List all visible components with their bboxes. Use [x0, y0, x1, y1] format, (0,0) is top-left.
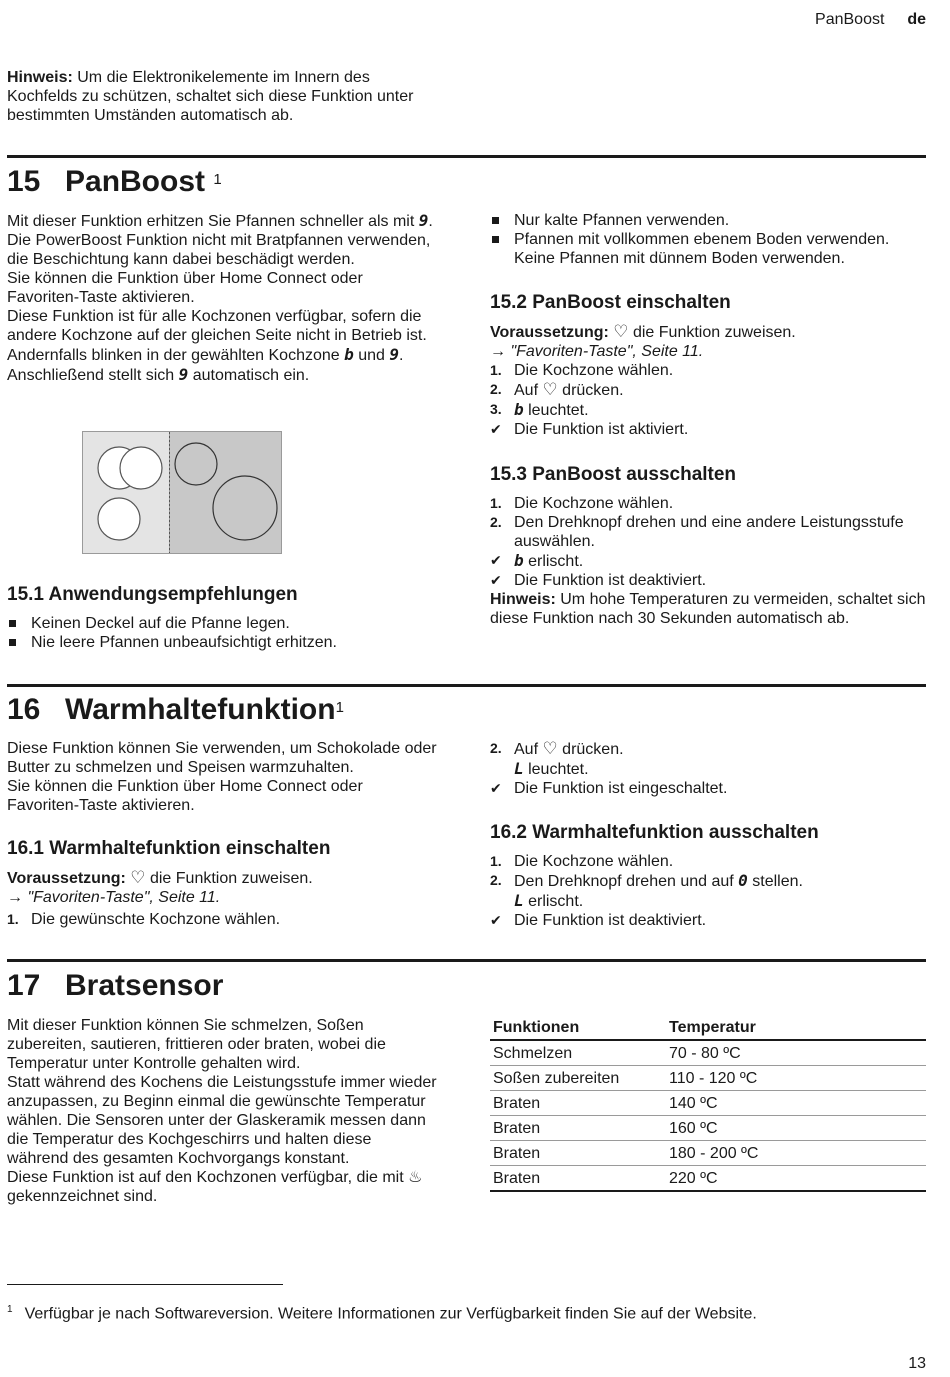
list-item: Nie leere Pfannen unbeaufsichtigt erhitzen. [7, 633, 447, 652]
table-row: Schmelzen 70 - 80 ºC [490, 1040, 926, 1066]
footnote [7, 1300, 757, 1323]
body-paragraph: Statt während des Kochens die Leistungsstufe immer wieder anzupassen, zu Beginn einmal die gewünschte Temperatur wählen. Die Sensoren unter der Glaskeramik messen dann die Temperatur des Kochgeschirrs und halten diese während des gesamten Kochvorgangs konstant. [7, 1074, 437, 1167]
section-rule-17 [7, 959, 926, 962]
steps-list [490, 361, 926, 439]
section-rule-15 [7, 155, 926, 158]
hint-text: Um die Elektronikelemente im Innern des Kochfelds zu schützen, schaltet sich diese Funktion unter bestimmten Umständen automatisch ab. [7, 69, 414, 124]
steps-list [7, 910, 447, 929]
running-header [815, 10, 926, 29]
subsection-15-1-title: 15.1 Anwendungsempfehlungen [7, 584, 298, 605]
list-item: Keinen Deckel auf die Pfanne legen. [7, 614, 447, 633]
page-number: 13 [908, 1355, 926, 1372]
check-icon: ✔ [490, 912, 502, 928]
section-title: Bratsensor [65, 969, 224, 1002]
subsection-15-3-body [490, 494, 926, 628]
heart-icon: ♡ [130, 868, 146, 887]
section-number: 15 [7, 165, 41, 198]
section-15-heading [7, 165, 222, 199]
body-paragraph: Diese Funktion ist auf den Kochzonen verfügbar, die mit ♨ gekennzeichnet sind. [7, 1169, 423, 1205]
intro-paragraph: Diese Funktion ist für alle Kochzonen verfügbar, sofern die andere Kochzone auf der gleichen Seite nicht in Betrieb ist. Andernfalls blinken in der gewählten Kochzone b und 9. Anschließend stellt sich 9 automatisch ein. [7, 308, 427, 384]
table-header-row [490, 1016, 926, 1040]
display-glyph-9: 9 [418, 211, 429, 230]
steps-list [490, 494, 926, 590]
result-item: ✔ Die Funktion ist deaktiviert. [490, 912, 707, 929]
subsection-16-1-title: 16.1 Warmhaltefunktion einschalten [7, 838, 331, 859]
table-row: Braten 220 ºC [490, 1166, 926, 1192]
heart-icon: ♡ [542, 380, 558, 399]
temperature-table [490, 1016, 926, 1192]
result-item: ✔ b erlischt. [490, 551, 584, 570]
check-icon: ✔ [490, 572, 502, 588]
result-item: ✔ Die Funktion ist eingeschaltet. [490, 780, 728, 797]
temperature-table-wrap [490, 1016, 926, 1192]
section-17-body [7, 1016, 437, 1206]
intro-paragraph: Mit dieser Funktion erhitzen Sie Pfannen schneller als mit 9. Die PowerBoost Funktion nicht mit Bratpfannen verwenden, die Beschichtung kann dabei beschädigt werden. [7, 211, 433, 268]
display-glyph-9: 9 [178, 365, 189, 384]
footnote-text: Verfügbar je nach Softwareversion. Weitere Informationen zur Verfügbarkeit finden Sie auf der Website. [24, 1305, 757, 1323]
section-17-heading [7, 969, 223, 1003]
list-item: Pfannen mit vollkommen ebenem Boden verwenden. Keine Pfannen mit dünnem Boden verwenden. [490, 230, 918, 268]
check-icon: ✔ [490, 780, 502, 796]
section-15-intro [7, 211, 439, 385]
column-header: Funktionen [490, 1016, 666, 1040]
step-item: 2. Auf ♡ drücken. L leuchtet. [490, 739, 624, 778]
header-section: PanBoost [815, 11, 885, 28]
result-item: ✔ Die Funktion ist aktiviert. [490, 421, 689, 438]
steps-list [490, 852, 926, 930]
section-number: 16 [7, 693, 41, 726]
steps-list [490, 739, 926, 798]
subsection-16-2-body [490, 852, 926, 930]
footnote-rule [7, 1284, 283, 1285]
hint-paragraph: Hinweis: Um hohe Temperaturen zu vermeiden, schaltet sich diese Funktion nach 30 Sekunden automatisch ab. [490, 591, 926, 627]
section-title: Warmhaltefunktion [65, 693, 336, 726]
table-row: Braten 180 - 200 ºC [490, 1141, 926, 1166]
body-paragraph: Mit dieser Funktion können Sie schmelzen, Soßen zubereiten, sautieren, frittieren oder braten, wobei die Temperatur unter Kontrolle gehalten wird. [7, 1017, 386, 1072]
check-icon: ✔ [490, 421, 502, 437]
step-item: 1. Die Kochzone wählen. [490, 495, 674, 512]
display-glyph-l: L [514, 759, 524, 778]
footnote-ref: 1 [335, 699, 344, 716]
cooking-zone [98, 498, 140, 540]
precondition: Voraussetzung: ♡ die Funktion zuweisen. [490, 322, 796, 341]
list-item: Nur kalte Pfannen verwenden. [490, 211, 918, 230]
section-rule-16 [7, 684, 926, 687]
column-header: Temperatur [666, 1016, 926, 1040]
footnote-ref: 1 [213, 171, 222, 188]
cross-reference-link[interactable]: → "Favoriten-Taste", Seite 11. [490, 343, 704, 360]
step-item: 1. Die gewünschte Kochzone wählen. [7, 911, 281, 928]
section-16-heading [7, 693, 344, 727]
table-row: Braten 160 ºC [490, 1116, 926, 1141]
display-glyph-l: L [514, 891, 524, 910]
display-glyph-b: b [344, 345, 354, 364]
precondition: Voraussetzung: ♡ die Funktion zuweisen. [7, 868, 313, 887]
subsection-15-2-title: 15.2 PanBoost einschalten [490, 292, 731, 313]
hint-top [7, 68, 437, 125]
recommendations-list-cont [490, 211, 918, 268]
table-row: Braten 140 ºC [490, 1091, 926, 1116]
header-lang: de [907, 11, 926, 28]
subsection-15-2-body [490, 322, 926, 439]
subsection-16-1-body [7, 868, 447, 929]
subsection-16-2-title: 16.2 Warmhaltefunktion ausschalten [490, 822, 819, 843]
display-glyph-9: 9 [389, 345, 399, 364]
subsection-15-3-title: 15.3 PanBoost ausschalten [490, 464, 737, 485]
recommendations-list [7, 614, 447, 652]
table-row: Soßen zubereiten 110 - 120 ºC [490, 1066, 926, 1091]
intro-paragraph: Sie können die Funktion über Home Connect oder Favoriten-Taste aktivieren. [7, 778, 363, 814]
step-item: 2. Den Drehknopf drehen und eine andere Leistungsstufe auswählen. [490, 514, 904, 550]
step-item: 2. Den Drehknopf drehen und auf 0 stellen. L erlischt. [490, 871, 803, 910]
step-item: 2. Auf ♡ drücken. [490, 380, 624, 399]
heart-icon: ♡ [613, 322, 629, 341]
display-glyph-b: b [514, 400, 524, 419]
frying-sensor-icon: ♨ [408, 1169, 423, 1186]
section-number: 17 [7, 969, 41, 1002]
subsection-16-1-body-cont [490, 739, 926, 798]
section-title: PanBoost [65, 165, 206, 198]
cross-reference-link[interactable]: → "Favoriten-Taste", Seite 11. [7, 889, 221, 906]
display-glyph-b: b [514, 551, 524, 570]
hint-label: Hinweis: [7, 69, 73, 86]
intro-paragraph: Sie können die Funktion über Home Connect oder Favoriten-Taste aktivieren. [7, 270, 363, 306]
display-glyph-0: 0 [738, 871, 748, 890]
step-item: 1. Die Kochzone wählen. [490, 362, 674, 379]
step-item: 3. b leuchtet. [490, 400, 589, 419]
check-icon: ✔ [490, 552, 502, 568]
step-item: 1. Die Kochzone wählen. [490, 853, 674, 870]
cooking-zone [175, 443, 217, 485]
cooking-zone [213, 476, 277, 540]
footnote-mark: 1 [7, 1304, 13, 1315]
result-item: ✔ Die Funktion ist deaktiviert. [490, 572, 707, 589]
cooktop-illustration [82, 431, 282, 554]
intro-paragraph: Diese Funktion können Sie verwenden, um Schokolade oder Butter zu schmelzen und Speisen warmzuhalten. [7, 740, 437, 776]
section-16-intro [7, 739, 439, 815]
cooking-zone [120, 447, 162, 489]
heart-icon: ♡ [542, 739, 558, 758]
